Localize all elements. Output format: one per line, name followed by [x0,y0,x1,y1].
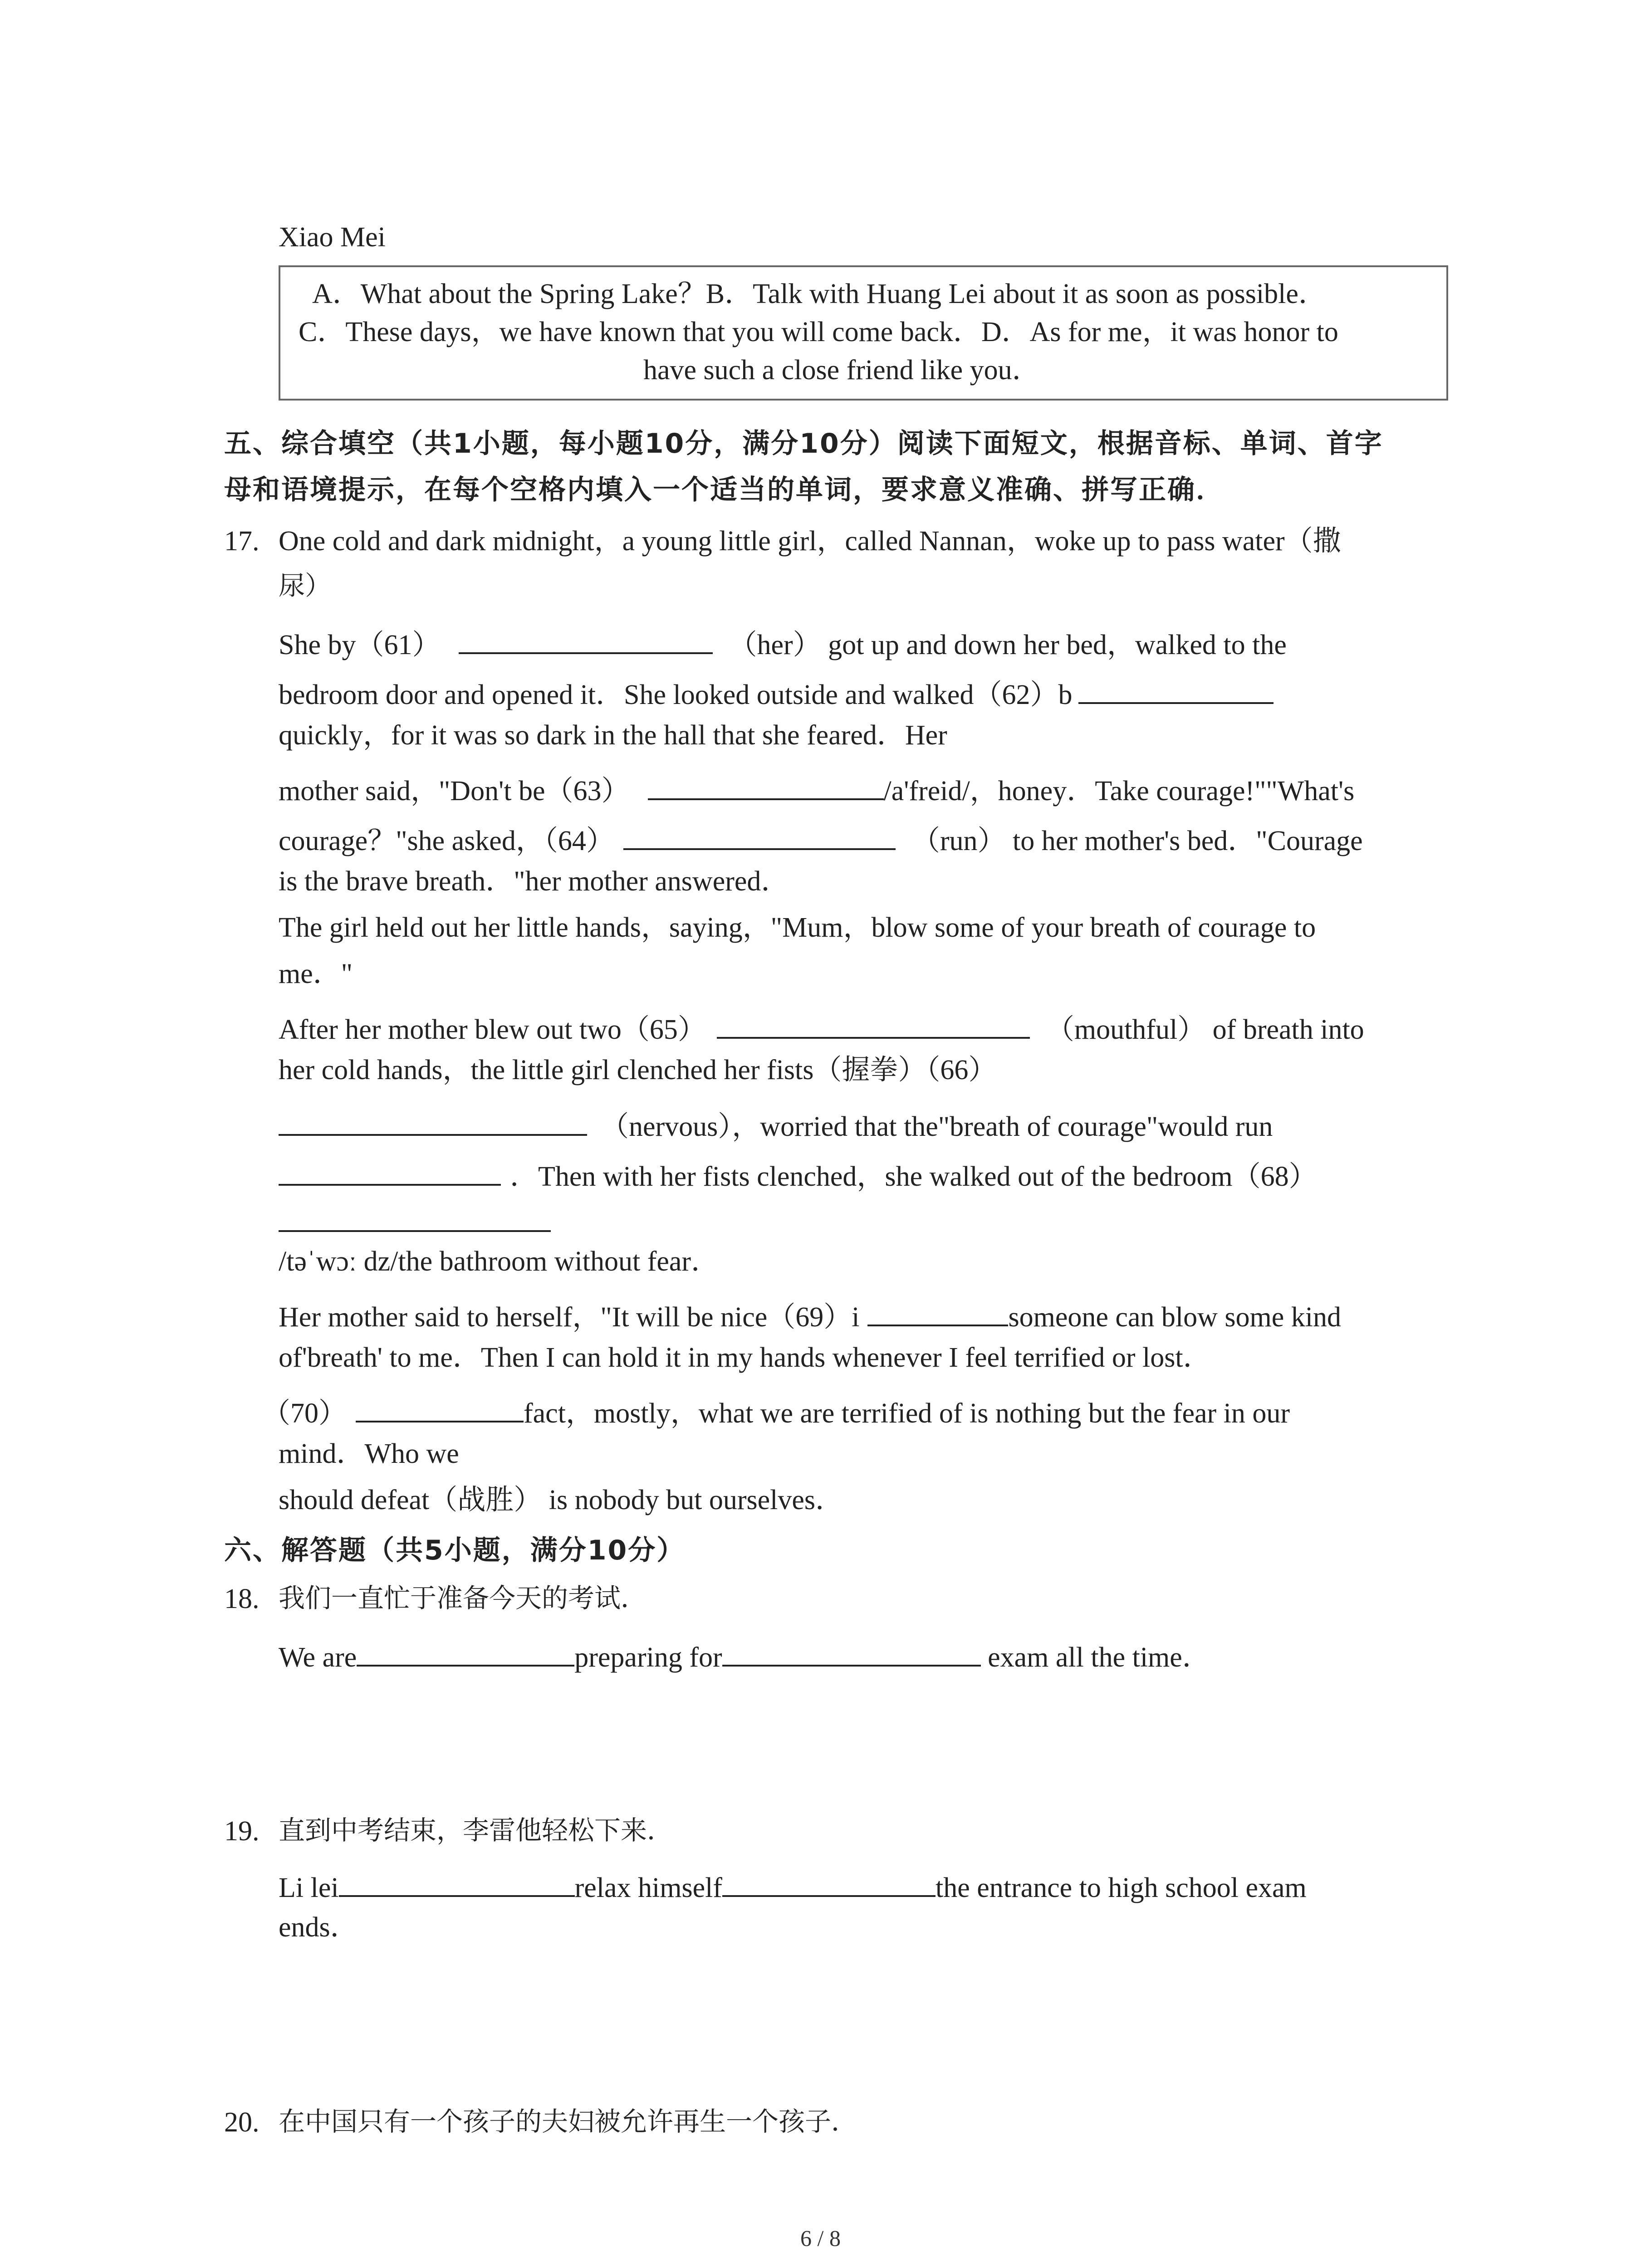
q17-line-12 [279,1107,1273,1141]
q17-line-7: is the brave breath．"her mother answered． [279,866,789,897]
q17-line-6 [279,821,1363,855]
q17-line-13 [279,1157,1317,1191]
q17-line-2-text-a: She by（61） [279,630,441,660]
q17-line-17: of'breath' to me．Then I can hold it in my hands whenever I feel terrified or lost． [279,1342,1211,1373]
q17-line-8: The girl held out her little hands，saying，"Mum，blow some of your breath of courage to [279,912,1316,943]
q17-line-10-text-b: （mouthful） of breath into [1046,1014,1364,1045]
blank-65[interactable] [717,1010,1030,1039]
q17-number: 17. [224,526,260,557]
blank-61[interactable] [459,625,713,654]
q17-line-15: /təˈwɔː dz/the bathroom without fear． [279,1246,720,1277]
q17-line-6-text-a: courage？"she asked，（64） [279,826,614,856]
blank-66[interactable] [279,1107,587,1136]
q18-english [279,1637,1210,1672]
q17-line-18-text-b: fact，mostly，what we are terrified of is nothing but the fear in our [524,1398,1290,1429]
q19-text-b: relax himself [574,1872,722,1903]
q17-line-5-text-a: mother said，"Don't be（63） [279,776,630,807]
q17-line-5 [279,771,1354,805]
q17-line-5-text-b: /a'freid/，honey．Take courage!""What's [883,776,1355,807]
q19-text-c: the entrance to high school exam [935,1872,1307,1903]
q17-line-19: mind．Who we [279,1438,459,1469]
q18-text-a: We are [279,1642,357,1673]
section5-heading-line1: 五、综合填空（共1小题，每小题10分，满分10分）阅读下面短文，根据音标、单词、首字 [224,428,1383,459]
section6-heading: 六、解答题（共5小题，满分10分） [224,1535,686,1566]
blank-62[interactable] [1078,675,1274,704]
q18-number: 18. [224,1584,260,1614]
q17-line-9: me．" [279,958,353,989]
q17-line-14 [279,1203,551,1237]
q17-line-10 [279,1010,1364,1044]
q17-line-2 [279,625,1287,659]
q17-line-1b: 尿） [279,570,332,601]
signature-xiao-mei: Xiao Mei [279,222,386,253]
q19-blank-1[interactable] [339,1868,575,1897]
blank-64[interactable] [623,821,896,850]
q17-line-18 [262,1393,1290,1427]
q18-text-c: exam all the time． [980,1642,1210,1673]
q17-line-3-text: bedroom door and opened it．She looked outside and walked（62）b [279,679,1073,710]
blank-69[interactable] [867,1297,1008,1326]
q17-line-20: should defeat（战胜） is nobody but ourselves． [279,1485,844,1515]
blank-68[interactable] [279,1203,551,1232]
q17-line-3 [279,675,1274,709]
q18-blank-2[interactable] [722,1637,981,1667]
q18-blank-1[interactable] [357,1637,574,1667]
q18-text-b: preparing for [574,1642,722,1673]
q18-chinese: 我们一直忙于准备今天的考试． [279,1583,647,1613]
q19-number: 19. [224,1816,260,1847]
q20-number: 20. [224,2107,260,2138]
q20-chinese: 在中国只有一个孩子的夫妇被允许再生一个孩子． [279,2106,858,2137]
q19-blank-2[interactable] [722,1868,936,1897]
q17-line-2-text-b: （her） got up and down her bed，walked to the [729,630,1287,660]
q17-line-1: One cold and dark midnight，a young little girl，called Nannan，woke up to pass water（撒 [279,526,1341,557]
q17-line-12-text: （nervous），worried that the"breath of courage"would run [601,1111,1273,1142]
q19-english [279,1868,1307,1902]
q19-text-a: Li lei [279,1872,339,1903]
q17-line-18-text-a: （70） [262,1398,347,1429]
options-line-1: A．What about the Spring Lake？B．Talk with Huang Lei about it as soon as possible． [312,279,1327,309]
q17-line-10-text-a: After her mother blew out two（65） [279,1014,706,1045]
blank-67[interactable] [279,1157,501,1186]
page-number: 6 / 8 [800,2225,841,2251]
q17-line-4: quickly，for it was so dark in the hall that she feared．Her [279,720,947,751]
options-line-2: C．These days，we have known that you will come back．D．As for me，it was honor to [299,317,1338,347]
options-line-3: have such a close friend like you． [643,355,1040,386]
q17-line-16-text-b: someone can blow some kind [1008,1302,1342,1333]
q17-line-6-text-b: （run） to her mother's bed．"Courage [911,826,1363,856]
section5-heading-line2: 母和语境提示，在每个空格内填入一个适当的单词，要求意义准确、拼写正确． [224,474,1225,506]
q17-line-11: her cold hands，the little girl clenched her fists（握拳）（66） [279,1055,997,1085]
q19-chinese: 直到中考结束，李雷他轻松下来． [279,1815,674,1846]
blank-63[interactable] [648,771,884,800]
q19-english-end: ends． [279,1912,358,1943]
options-box [279,265,1448,401]
blank-70[interactable] [356,1393,524,1422]
q17-line-16-text-a: Her mother said to herself，"It will be nice（69）i [279,1302,860,1333]
q17-line-16 [279,1297,1341,1331]
q17-line-13-text: ．Then with her fists clenched，she walked out of the bedroom（68） [510,1161,1317,1192]
